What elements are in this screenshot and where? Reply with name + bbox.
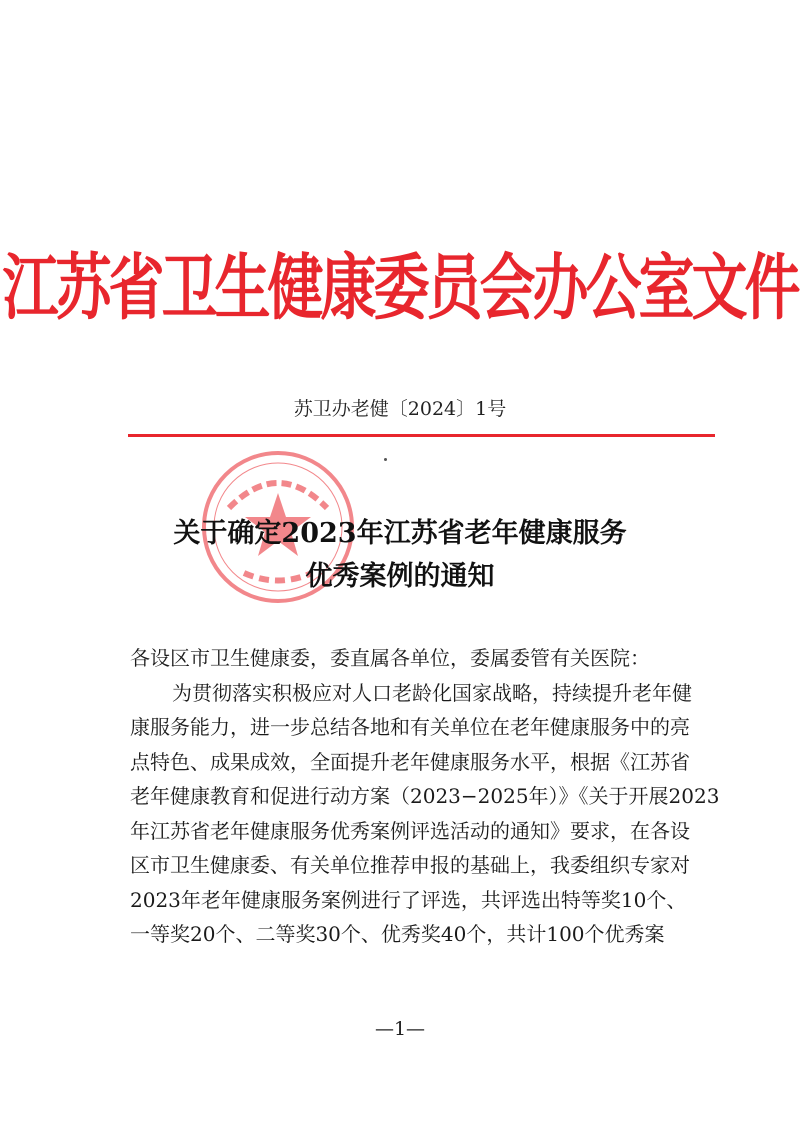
paragraph-line: 点特色、成果成效，全面提升老年健康服务水平，根据《江苏省 xyxy=(130,749,690,774)
document-number: 苏卫办老健〔2024〕1号 xyxy=(293,398,507,420)
paragraph-line: 老年健康教育和促进行动方案（2023−2025年）》《关于开展2023 xyxy=(130,784,720,808)
paragraph-line: 康服务能力，进一步总结各地和有关单位在老年健康服务中的亮 xyxy=(130,715,690,739)
paragraph-line: 为贯彻落实积极应对人口老龄化国家战略，持续提升老年健 xyxy=(172,680,692,705)
notice-body xyxy=(130,641,720,952)
paragraph-line: 年江苏省老年健康服务优秀案例评选活动的通知》要求，在各设 xyxy=(130,818,690,843)
paragraph-line: 2023年老年健康服务案例进行了评选，共评选出特等奖10个、 xyxy=(130,887,687,912)
document-header-title: 江苏省卫生健康委员会办公室文件 xyxy=(2,245,798,331)
notice-title xyxy=(0,512,800,598)
scan-speck xyxy=(384,458,387,461)
header-red-rule xyxy=(128,434,715,437)
salutation: 各设区市卫生健康委，委直属各单位，委属委管有关医院： xyxy=(130,646,650,670)
paragraph-line: 一等奖20个、二等奖30个、优秀奖40个，共计100个优秀案 xyxy=(130,922,665,946)
page-number: —1— xyxy=(374,1018,426,1040)
paragraph-line: 区市卫生健康委、有关单位推荐申报的基础上，我委组织专家对 xyxy=(130,853,690,877)
notice-title-line-2: 优秀案例的通知 xyxy=(305,561,495,592)
notice-title-line-1: 关于确定2023年江苏省老年健康服务 xyxy=(173,518,627,549)
